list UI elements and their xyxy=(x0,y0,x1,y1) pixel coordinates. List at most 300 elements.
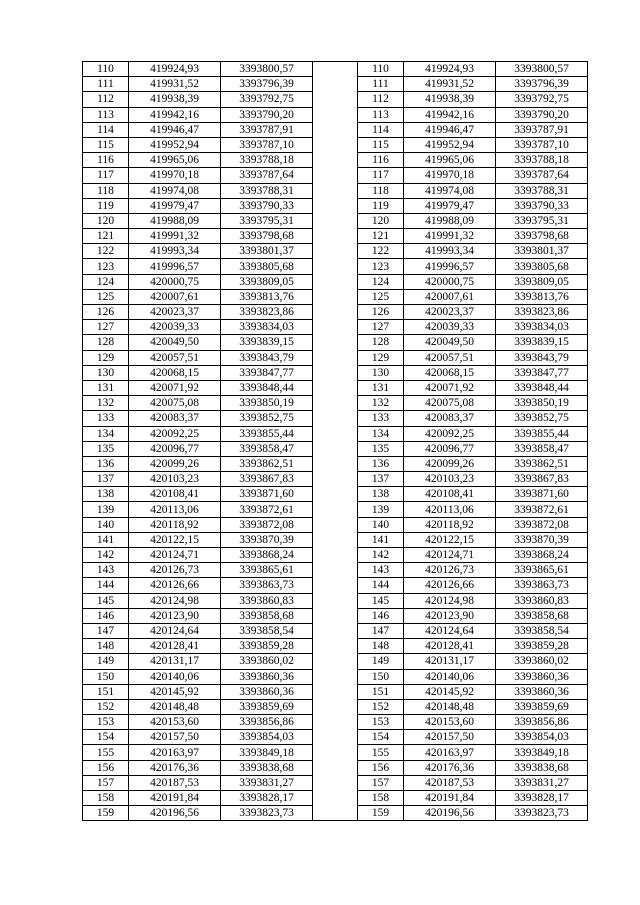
right-x-coordinate-cell: 420148,48 xyxy=(404,699,496,714)
column-separator xyxy=(313,745,358,760)
right-y-coordinate-cell: 3393858,68 xyxy=(496,608,588,623)
right-x-coordinate-cell: 420140,06 xyxy=(404,669,496,684)
right-point-number-cell: 152 xyxy=(358,699,404,714)
left-y-coordinate-cell: 3393787,64 xyxy=(221,168,313,183)
left-point-number-cell: 123 xyxy=(83,259,129,274)
right-point-number-cell: 136 xyxy=(358,456,404,471)
column-separator xyxy=(313,411,358,426)
column-separator xyxy=(313,77,358,92)
table-row xyxy=(83,411,588,426)
left-x-coordinate-cell: 420057,51 xyxy=(129,350,221,365)
column-separator xyxy=(313,274,358,289)
right-point-number-cell: 143 xyxy=(358,563,404,578)
right-point-number-cell: 150 xyxy=(358,669,404,684)
left-x-coordinate-cell: 420126,73 xyxy=(129,563,221,578)
left-point-number-cell: 117 xyxy=(83,168,129,183)
right-point-number-cell: 119 xyxy=(358,198,404,213)
column-separator xyxy=(313,760,358,775)
left-y-coordinate-cell: 3393788,31 xyxy=(221,183,313,198)
left-y-coordinate-cell: 3393872,08 xyxy=(221,517,313,532)
left-y-coordinate-cell: 3393787,91 xyxy=(221,122,313,137)
column-separator xyxy=(313,198,358,213)
right-point-number-cell: 128 xyxy=(358,335,404,350)
right-point-number-cell: 148 xyxy=(358,639,404,654)
table-row xyxy=(83,380,588,395)
left-y-coordinate-cell: 3393800,57 xyxy=(221,62,313,77)
left-y-coordinate-cell: 3393856,86 xyxy=(221,715,313,730)
left-x-coordinate-cell: 420000,75 xyxy=(129,274,221,289)
right-x-coordinate-cell: 420099,26 xyxy=(404,456,496,471)
right-point-number-cell: 126 xyxy=(358,305,404,320)
table-row xyxy=(83,107,588,122)
left-point-number-cell: 146 xyxy=(83,608,129,623)
right-point-number-cell: 158 xyxy=(358,791,404,806)
table-row xyxy=(83,396,588,411)
column-separator xyxy=(313,639,358,654)
left-point-number-cell: 114 xyxy=(83,122,129,137)
column-separator xyxy=(313,122,358,137)
right-point-number-cell: 159 xyxy=(358,806,404,821)
left-x-coordinate-cell: 420075,08 xyxy=(129,396,221,411)
left-point-number-cell: 154 xyxy=(83,730,129,745)
table-row xyxy=(83,487,588,502)
right-y-coordinate-cell: 3393801,37 xyxy=(496,244,588,259)
right-y-coordinate-cell: 3393855,44 xyxy=(496,426,588,441)
table-row xyxy=(83,259,588,274)
left-x-coordinate-cell: 420176,36 xyxy=(129,760,221,775)
right-y-coordinate-cell: 3393798,68 xyxy=(496,229,588,244)
column-separator xyxy=(313,487,358,502)
column-separator xyxy=(313,380,358,395)
left-y-coordinate-cell: 3393858,47 xyxy=(221,441,313,456)
table-row xyxy=(83,760,588,775)
table-row xyxy=(83,62,588,77)
right-x-coordinate-cell: 419988,09 xyxy=(404,213,496,228)
right-x-coordinate-cell: 420176,36 xyxy=(404,760,496,775)
right-y-coordinate-cell: 3393858,47 xyxy=(496,441,588,456)
column-separator xyxy=(313,502,358,517)
right-y-coordinate-cell: 3393859,28 xyxy=(496,639,588,654)
left-y-coordinate-cell: 3393865,61 xyxy=(221,563,313,578)
right-x-coordinate-cell: 420157,50 xyxy=(404,730,496,745)
right-x-coordinate-cell: 419938,39 xyxy=(404,92,496,107)
left-x-coordinate-cell: 420153,60 xyxy=(129,715,221,730)
right-x-coordinate-cell: 419991,32 xyxy=(404,229,496,244)
right-y-coordinate-cell: 3393849,18 xyxy=(496,745,588,760)
right-y-coordinate-cell: 3393788,31 xyxy=(496,183,588,198)
left-x-coordinate-cell: 419979,47 xyxy=(129,198,221,213)
left-point-number-cell: 151 xyxy=(83,684,129,699)
right-x-coordinate-cell: 420083,37 xyxy=(404,411,496,426)
right-point-number-cell: 149 xyxy=(358,654,404,669)
left-x-coordinate-cell: 420118,92 xyxy=(129,517,221,532)
left-y-coordinate-cell: 3393860,36 xyxy=(221,669,313,684)
right-x-coordinate-cell: 420103,23 xyxy=(404,472,496,487)
right-point-number-cell: 141 xyxy=(358,532,404,547)
column-separator xyxy=(313,563,358,578)
left-y-coordinate-cell: 3393858,68 xyxy=(221,608,313,623)
right-x-coordinate-cell: 420191,84 xyxy=(404,791,496,806)
left-y-coordinate-cell: 3393796,39 xyxy=(221,77,313,92)
left-point-number-cell: 152 xyxy=(83,699,129,714)
right-y-coordinate-cell: 3393867,83 xyxy=(496,472,588,487)
column-separator xyxy=(313,92,358,107)
left-y-coordinate-cell: 3393834,03 xyxy=(221,320,313,335)
left-point-number-cell: 127 xyxy=(83,320,129,335)
right-point-number-cell: 140 xyxy=(358,517,404,532)
table-row xyxy=(83,244,588,259)
left-x-coordinate-cell: 420124,64 xyxy=(129,623,221,638)
left-y-coordinate-cell: 3393831,27 xyxy=(221,775,313,790)
right-x-coordinate-cell: 419946,47 xyxy=(404,122,496,137)
right-y-coordinate-cell: 3393838,68 xyxy=(496,760,588,775)
left-y-coordinate-cell: 3393860,83 xyxy=(221,593,313,608)
left-point-number-cell: 131 xyxy=(83,380,129,395)
left-y-coordinate-cell: 3393847,77 xyxy=(221,365,313,380)
left-y-coordinate-cell: 3393823,73 xyxy=(221,806,313,821)
left-point-number-cell: 116 xyxy=(83,153,129,168)
right-y-coordinate-cell: 3393796,39 xyxy=(496,77,588,92)
column-separator xyxy=(313,183,358,198)
right-y-coordinate-cell: 3393787,10 xyxy=(496,137,588,152)
left-y-coordinate-cell: 3393848,44 xyxy=(221,380,313,395)
left-point-number-cell: 132 xyxy=(83,396,129,411)
left-point-number-cell: 135 xyxy=(83,441,129,456)
left-x-coordinate-cell: 420092,25 xyxy=(129,426,221,441)
column-separator xyxy=(313,137,358,152)
left-x-coordinate-cell: 420148,48 xyxy=(129,699,221,714)
left-y-coordinate-cell: 3393823,86 xyxy=(221,305,313,320)
right-y-coordinate-cell: 3393787,91 xyxy=(496,122,588,137)
right-x-coordinate-cell: 420108,41 xyxy=(404,487,496,502)
column-separator xyxy=(313,730,358,745)
right-y-coordinate-cell: 3393839,15 xyxy=(496,335,588,350)
left-x-coordinate-cell: 420140,06 xyxy=(129,669,221,684)
coordinates-table xyxy=(82,61,588,821)
table-row xyxy=(83,578,588,593)
left-y-coordinate-cell: 3393801,37 xyxy=(221,244,313,259)
left-x-coordinate-cell: 420039,33 xyxy=(129,320,221,335)
left-y-coordinate-cell: 3393862,51 xyxy=(221,456,313,471)
right-point-number-cell: 156 xyxy=(358,760,404,775)
table-row xyxy=(83,198,588,213)
left-y-coordinate-cell: 3393813,76 xyxy=(221,289,313,304)
left-x-coordinate-cell: 420068,15 xyxy=(129,365,221,380)
right-y-coordinate-cell: 3393870,39 xyxy=(496,532,588,547)
table-row xyxy=(83,502,588,517)
right-point-number-cell: 151 xyxy=(358,684,404,699)
left-point-number-cell: 129 xyxy=(83,350,129,365)
table-row xyxy=(83,274,588,289)
right-point-number-cell: 139 xyxy=(358,502,404,517)
left-point-number-cell: 120 xyxy=(83,213,129,228)
table-row xyxy=(83,699,588,714)
left-y-coordinate-cell: 3393795,31 xyxy=(221,213,313,228)
column-separator xyxy=(313,62,358,77)
right-x-coordinate-cell: 420039,33 xyxy=(404,320,496,335)
right-x-coordinate-cell: 420145,92 xyxy=(404,684,496,699)
left-y-coordinate-cell: 3393863,73 xyxy=(221,578,313,593)
left-x-coordinate-cell: 419991,32 xyxy=(129,229,221,244)
left-point-number-cell: 140 xyxy=(83,517,129,532)
right-y-coordinate-cell: 3393823,86 xyxy=(496,305,588,320)
right-x-coordinate-cell: 420122,15 xyxy=(404,532,496,547)
right-y-coordinate-cell: 3393872,61 xyxy=(496,502,588,517)
column-separator xyxy=(313,548,358,563)
left-x-coordinate-cell: 420131,17 xyxy=(129,654,221,669)
left-x-coordinate-cell: 420023,37 xyxy=(129,305,221,320)
table-row xyxy=(83,168,588,183)
left-y-coordinate-cell: 3393852,75 xyxy=(221,411,313,426)
right-point-number-cell: 154 xyxy=(358,730,404,745)
column-separator xyxy=(313,791,358,806)
table-row xyxy=(83,77,588,92)
left-x-coordinate-cell: 419993,34 xyxy=(129,244,221,259)
column-separator xyxy=(313,320,358,335)
table-row xyxy=(83,92,588,107)
left-y-coordinate-cell: 3393805,68 xyxy=(221,259,313,274)
left-y-coordinate-cell: 3393828,17 xyxy=(221,791,313,806)
right-y-coordinate-cell: 3393865,61 xyxy=(496,563,588,578)
left-x-coordinate-cell: 419988,09 xyxy=(129,213,221,228)
column-separator xyxy=(313,715,358,730)
left-x-coordinate-cell: 420191,84 xyxy=(129,791,221,806)
right-point-number-cell: 115 xyxy=(358,137,404,152)
table-row xyxy=(83,654,588,669)
table-row xyxy=(83,791,588,806)
left-x-coordinate-cell: 420126,66 xyxy=(129,578,221,593)
left-x-coordinate-cell: 419942,16 xyxy=(129,107,221,122)
column-separator xyxy=(313,107,358,122)
table-row xyxy=(83,669,588,684)
right-x-coordinate-cell: 420023,37 xyxy=(404,305,496,320)
left-point-number-cell: 113 xyxy=(83,107,129,122)
left-y-coordinate-cell: 3393867,83 xyxy=(221,472,313,487)
left-point-number-cell: 115 xyxy=(83,137,129,152)
left-x-coordinate-cell: 420108,41 xyxy=(129,487,221,502)
left-y-coordinate-cell: 3393838,68 xyxy=(221,760,313,775)
right-y-coordinate-cell: 3393843,79 xyxy=(496,350,588,365)
right-x-coordinate-cell: 420075,08 xyxy=(404,396,496,411)
column-separator xyxy=(313,259,358,274)
column-separator xyxy=(313,623,358,638)
right-y-coordinate-cell: 3393792,75 xyxy=(496,92,588,107)
left-y-coordinate-cell: 3393859,28 xyxy=(221,639,313,654)
right-point-number-cell: 110 xyxy=(358,62,404,77)
coordinates-table-body xyxy=(83,62,588,821)
right-y-coordinate-cell: 3393862,51 xyxy=(496,456,588,471)
right-x-coordinate-cell: 420153,60 xyxy=(404,715,496,730)
left-point-number-cell: 139 xyxy=(83,502,129,517)
column-separator xyxy=(313,153,358,168)
right-x-coordinate-cell: 420187,53 xyxy=(404,775,496,790)
column-separator xyxy=(313,426,358,441)
right-point-number-cell: 120 xyxy=(358,213,404,228)
column-separator xyxy=(313,532,358,547)
left-x-coordinate-cell: 420007,61 xyxy=(129,289,221,304)
right-y-coordinate-cell: 3393828,17 xyxy=(496,791,588,806)
left-y-coordinate-cell: 3393855,44 xyxy=(221,426,313,441)
left-point-number-cell: 110 xyxy=(83,62,129,77)
right-x-coordinate-cell: 419993,34 xyxy=(404,244,496,259)
left-x-coordinate-cell: 419965,06 xyxy=(129,153,221,168)
right-y-coordinate-cell: 3393787,64 xyxy=(496,168,588,183)
left-x-coordinate-cell: 420083,37 xyxy=(129,411,221,426)
right-x-coordinate-cell: 420128,41 xyxy=(404,639,496,654)
left-x-coordinate-cell: 420187,53 xyxy=(129,775,221,790)
right-y-coordinate-cell: 3393852,75 xyxy=(496,411,588,426)
right-point-number-cell: 122 xyxy=(358,244,404,259)
column-separator xyxy=(313,578,358,593)
right-point-number-cell: 114 xyxy=(358,122,404,137)
right-y-coordinate-cell: 3393790,33 xyxy=(496,198,588,213)
table-row xyxy=(83,320,588,335)
left-y-coordinate-cell: 3393787,10 xyxy=(221,137,313,152)
left-x-coordinate-cell: 420157,50 xyxy=(129,730,221,745)
table-row xyxy=(83,532,588,547)
table-row xyxy=(83,289,588,304)
right-point-number-cell: 155 xyxy=(358,745,404,760)
right-point-number-cell: 137 xyxy=(358,472,404,487)
right-point-number-cell: 121 xyxy=(358,229,404,244)
left-y-coordinate-cell: 3393809,05 xyxy=(221,274,313,289)
right-x-coordinate-cell: 419979,47 xyxy=(404,198,496,213)
right-x-coordinate-cell: 419996,57 xyxy=(404,259,496,274)
right-x-coordinate-cell: 420049,50 xyxy=(404,335,496,350)
right-point-number-cell: 132 xyxy=(358,396,404,411)
right-x-coordinate-cell: 420124,64 xyxy=(404,623,496,638)
table-row xyxy=(83,608,588,623)
left-y-coordinate-cell: 3393868,24 xyxy=(221,548,313,563)
right-y-coordinate-cell: 3393823,73 xyxy=(496,806,588,821)
right-x-coordinate-cell: 420007,61 xyxy=(404,289,496,304)
column-separator xyxy=(313,684,358,699)
right-x-coordinate-cell: 419952,94 xyxy=(404,137,496,152)
right-point-number-cell: 123 xyxy=(358,259,404,274)
right-point-number-cell: 138 xyxy=(358,487,404,502)
column-separator xyxy=(313,213,358,228)
right-x-coordinate-cell: 420131,17 xyxy=(404,654,496,669)
right-y-coordinate-cell: 3393847,77 xyxy=(496,365,588,380)
left-x-coordinate-cell: 420096,77 xyxy=(129,441,221,456)
table-row xyxy=(83,183,588,198)
left-point-number-cell: 142 xyxy=(83,548,129,563)
right-point-number-cell: 116 xyxy=(358,153,404,168)
right-y-coordinate-cell: 3393860,36 xyxy=(496,684,588,699)
left-x-coordinate-cell: 420196,56 xyxy=(129,806,221,821)
left-point-number-cell: 153 xyxy=(83,715,129,730)
left-y-coordinate-cell: 3393790,33 xyxy=(221,198,313,213)
right-point-number-cell: 125 xyxy=(358,289,404,304)
left-y-coordinate-cell: 3393792,75 xyxy=(221,92,313,107)
left-x-coordinate-cell: 420049,50 xyxy=(129,335,221,350)
table-row xyxy=(83,229,588,244)
table-row xyxy=(83,456,588,471)
right-x-coordinate-cell: 419931,52 xyxy=(404,77,496,92)
column-separator xyxy=(313,669,358,684)
left-x-coordinate-cell: 419996,57 xyxy=(129,259,221,274)
column-separator xyxy=(313,289,358,304)
left-y-coordinate-cell: 3393860,02 xyxy=(221,654,313,669)
left-point-number-cell: 126 xyxy=(83,305,129,320)
right-point-number-cell: 153 xyxy=(358,715,404,730)
right-y-coordinate-cell: 3393809,05 xyxy=(496,274,588,289)
right-point-number-cell: 131 xyxy=(358,380,404,395)
table-row xyxy=(83,472,588,487)
right-point-number-cell: 111 xyxy=(358,77,404,92)
column-separator xyxy=(313,593,358,608)
column-separator xyxy=(313,517,358,532)
left-y-coordinate-cell: 3393854,03 xyxy=(221,730,313,745)
left-x-coordinate-cell: 420124,98 xyxy=(129,593,221,608)
right-point-number-cell: 145 xyxy=(358,593,404,608)
left-point-number-cell: 121 xyxy=(83,229,129,244)
right-x-coordinate-cell: 420113,06 xyxy=(404,502,496,517)
right-point-number-cell: 130 xyxy=(358,365,404,380)
left-y-coordinate-cell: 3393849,18 xyxy=(221,745,313,760)
table-row xyxy=(83,715,588,730)
table-row xyxy=(83,426,588,441)
left-point-number-cell: 159 xyxy=(83,806,129,821)
left-y-coordinate-cell: 3393872,61 xyxy=(221,502,313,517)
left-point-number-cell: 149 xyxy=(83,654,129,669)
column-separator xyxy=(313,654,358,669)
left-x-coordinate-cell: 420113,06 xyxy=(129,502,221,517)
left-y-coordinate-cell: 3393871,60 xyxy=(221,487,313,502)
column-separator xyxy=(313,244,358,259)
left-y-coordinate-cell: 3393843,79 xyxy=(221,350,313,365)
right-x-coordinate-cell: 420163,97 xyxy=(404,745,496,760)
right-y-coordinate-cell: 3393848,44 xyxy=(496,380,588,395)
table-row xyxy=(83,684,588,699)
left-x-coordinate-cell: 420163,97 xyxy=(129,745,221,760)
right-x-coordinate-cell: 420092,25 xyxy=(404,426,496,441)
table-row xyxy=(83,365,588,380)
left-point-number-cell: 130 xyxy=(83,365,129,380)
left-point-number-cell: 125 xyxy=(83,289,129,304)
table-row xyxy=(83,563,588,578)
left-point-number-cell: 138 xyxy=(83,487,129,502)
column-separator xyxy=(313,441,358,456)
right-x-coordinate-cell: 420057,51 xyxy=(404,350,496,365)
right-y-coordinate-cell: 3393868,24 xyxy=(496,548,588,563)
left-point-number-cell: 112 xyxy=(83,92,129,107)
left-point-number-cell: 143 xyxy=(83,563,129,578)
left-point-number-cell: 133 xyxy=(83,411,129,426)
right-y-coordinate-cell: 3393805,68 xyxy=(496,259,588,274)
right-point-number-cell: 146 xyxy=(358,608,404,623)
left-x-coordinate-cell: 419931,52 xyxy=(129,77,221,92)
right-point-number-cell: 112 xyxy=(358,92,404,107)
left-point-number-cell: 144 xyxy=(83,578,129,593)
left-x-coordinate-cell: 420103,23 xyxy=(129,472,221,487)
right-y-coordinate-cell: 3393850,19 xyxy=(496,396,588,411)
left-point-number-cell: 155 xyxy=(83,745,129,760)
left-point-number-cell: 156 xyxy=(83,760,129,775)
left-x-coordinate-cell: 419952,94 xyxy=(129,137,221,152)
left-y-coordinate-cell: 3393788,18 xyxy=(221,153,313,168)
right-x-coordinate-cell: 420000,75 xyxy=(404,274,496,289)
right-point-number-cell: 133 xyxy=(358,411,404,426)
right-y-coordinate-cell: 3393795,31 xyxy=(496,213,588,228)
left-x-coordinate-cell: 419938,39 xyxy=(129,92,221,107)
left-y-coordinate-cell: 3393790,20 xyxy=(221,107,313,122)
right-x-coordinate-cell: 420126,66 xyxy=(404,578,496,593)
left-point-number-cell: 157 xyxy=(83,775,129,790)
column-separator xyxy=(313,806,358,821)
right-y-coordinate-cell: 3393788,18 xyxy=(496,153,588,168)
left-point-number-cell: 118 xyxy=(83,183,129,198)
